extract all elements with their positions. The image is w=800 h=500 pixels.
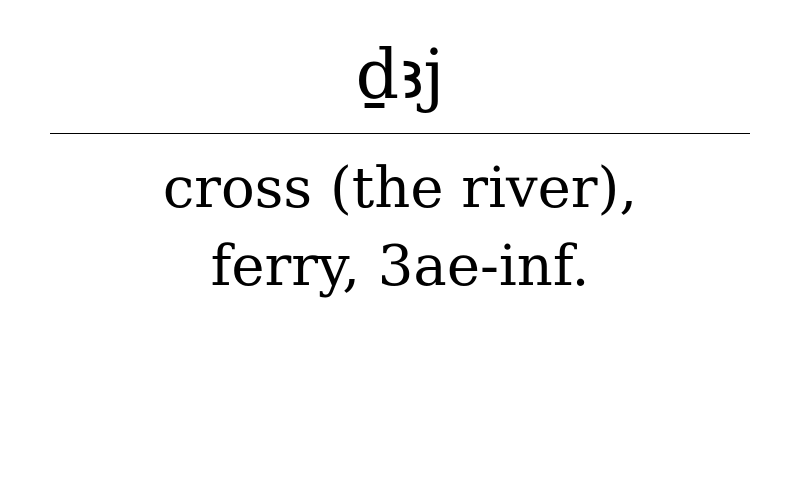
headword-transliteration: ḏꜣj bbox=[355, 36, 445, 115]
definition-block bbox=[0, 150, 800, 306]
definition-line-2: ferry, 3ae-inf. bbox=[210, 234, 590, 299]
definition-line-1: cross (the river), bbox=[162, 156, 638, 221]
divider-line bbox=[50, 133, 750, 134]
